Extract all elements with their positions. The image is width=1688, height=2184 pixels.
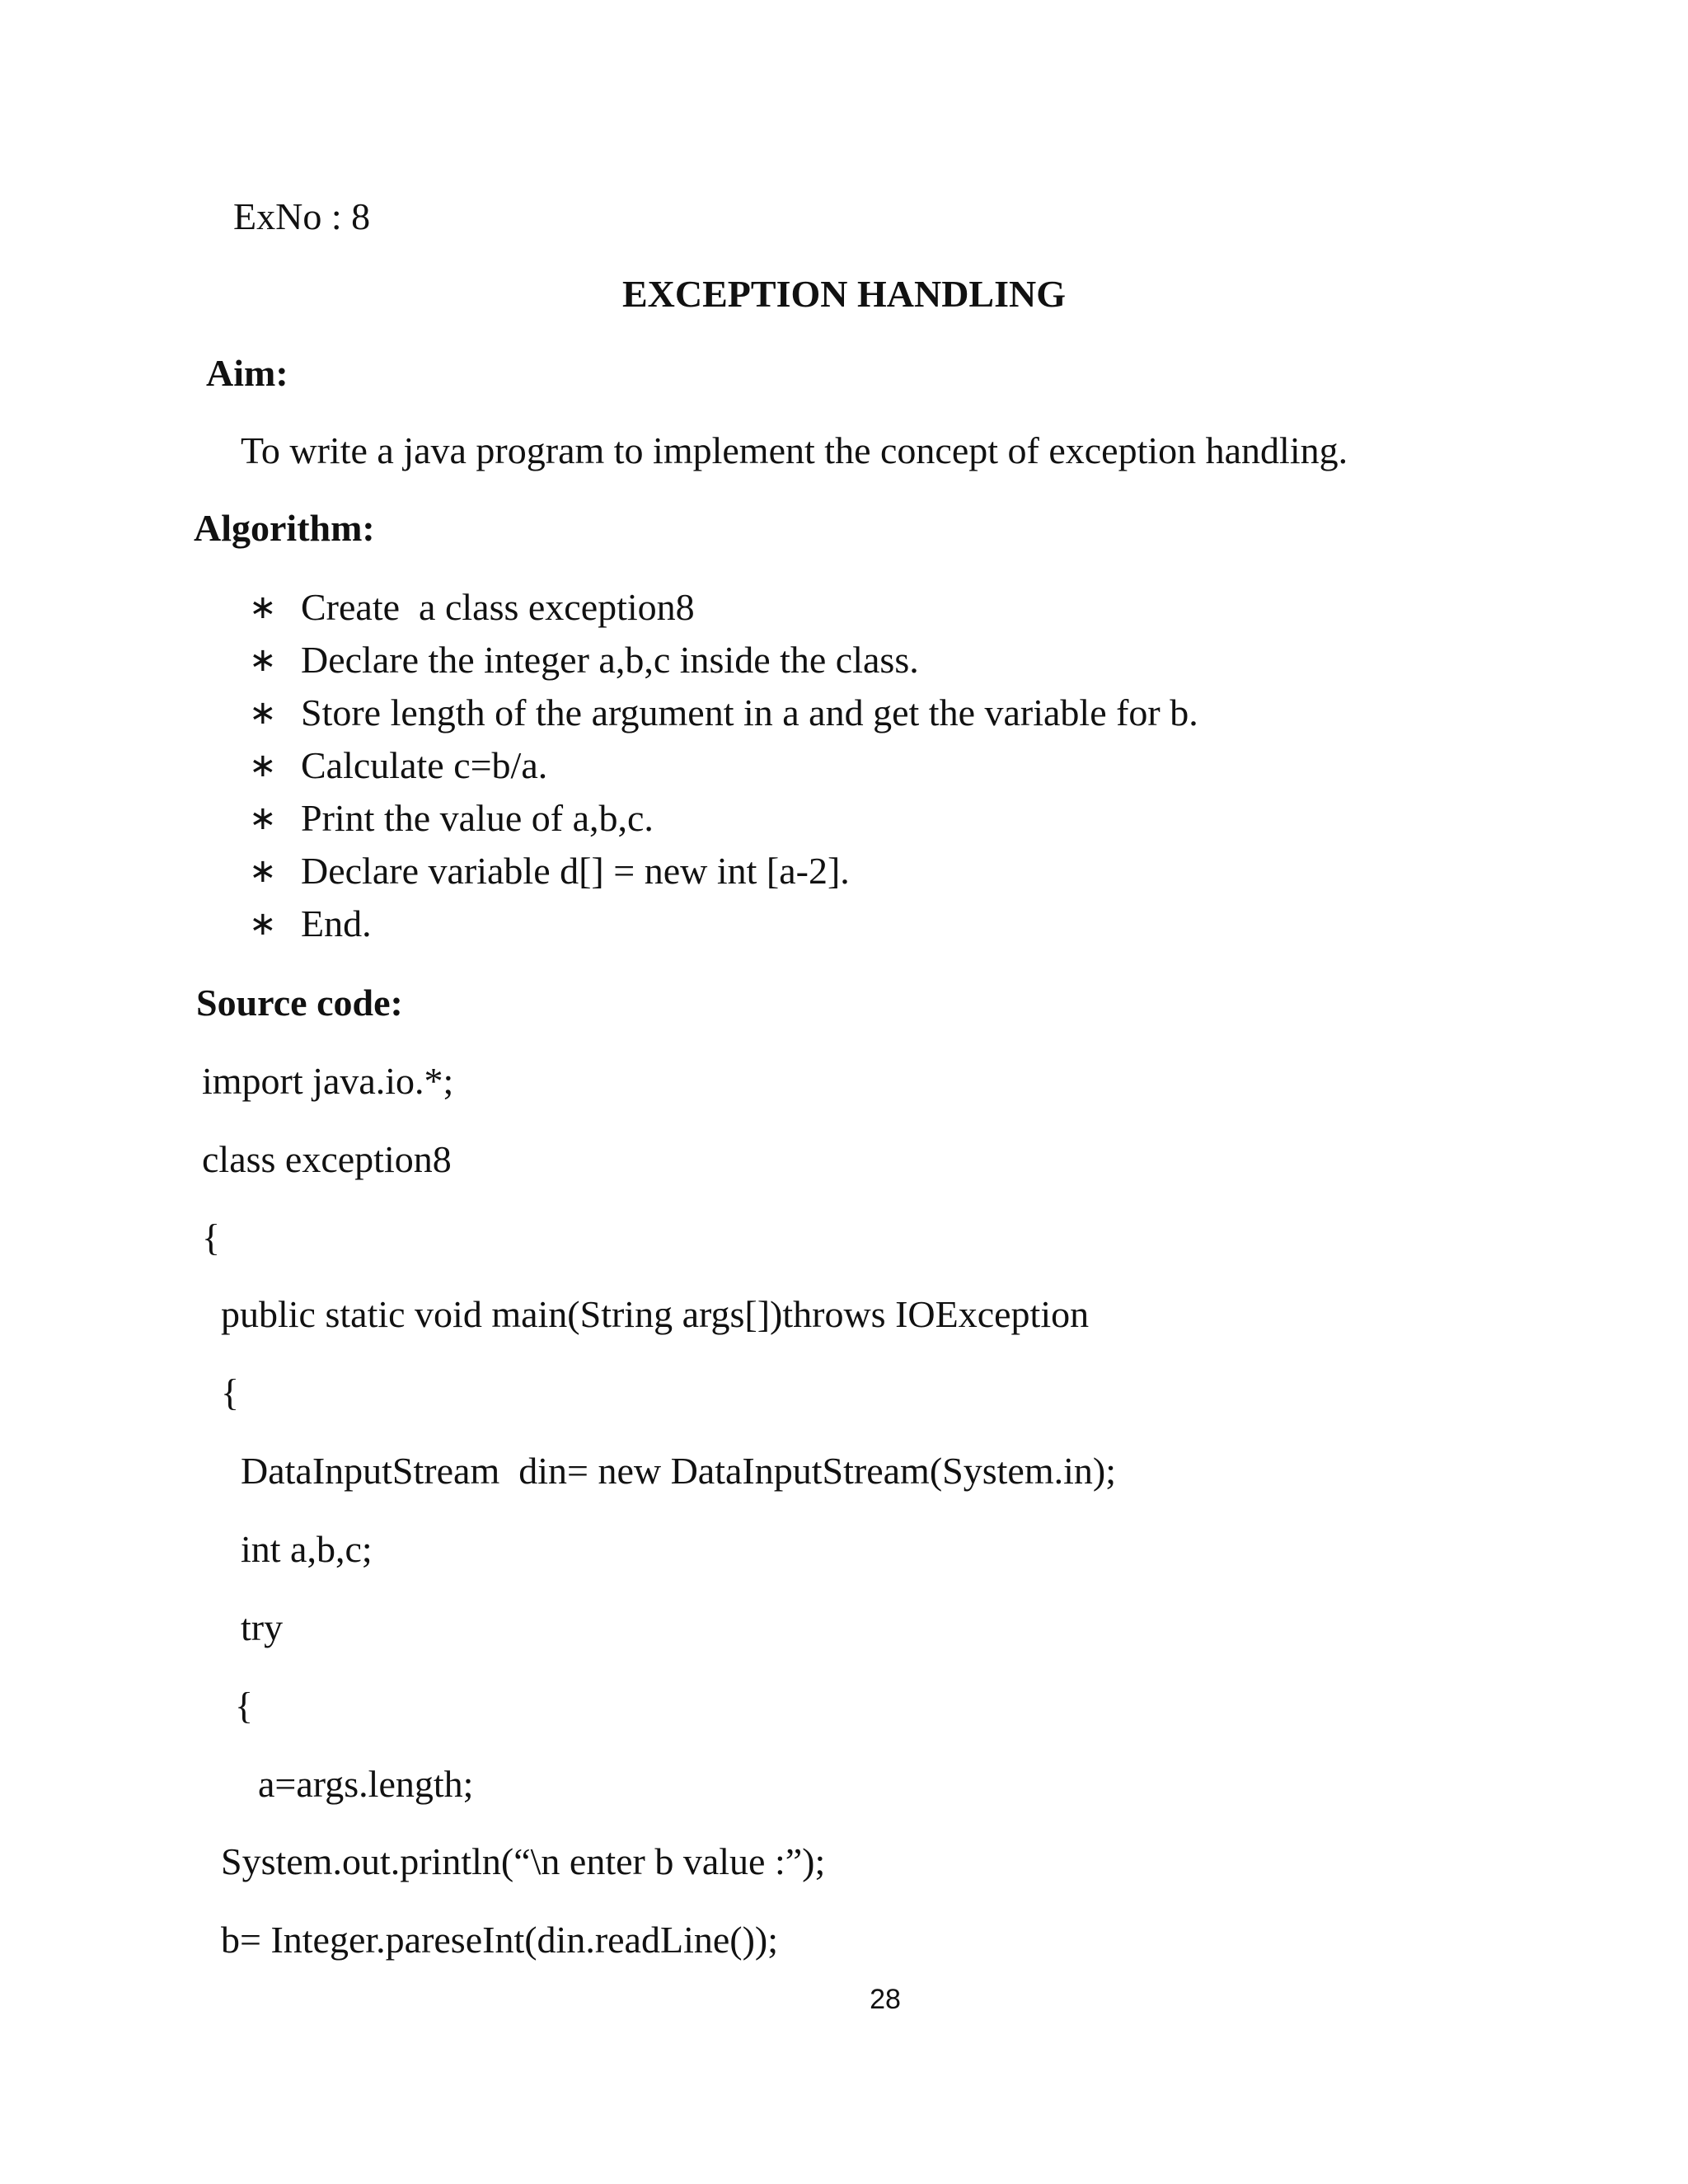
- bullet-icon: ∗: [249, 694, 277, 732]
- bullet-icon: ∗: [249, 588, 277, 626]
- algorithm-step: Create a class exception8: [301, 586, 695, 628]
- code-line: {: [202, 1216, 221, 1258]
- code-line: class exception8: [202, 1138, 452, 1180]
- code-line: a=args.length;: [258, 1763, 474, 1805]
- exercise-number: ExNo : 8: [233, 195, 371, 237]
- code-line: {: [235, 1685, 254, 1727]
- bullet-icon: ∗: [249, 905, 277, 943]
- code-line: DataInputStream din= new DataInputStream(System.in);: [241, 1450, 1116, 1492]
- bullet-icon: ∗: [249, 799, 277, 837]
- code-line: import java.io.*;: [202, 1060, 454, 1102]
- code-line: {: [221, 1371, 240, 1413]
- algorithm-step: End.: [301, 902, 372, 944]
- bullet-icon: ∗: [249, 641, 277, 679]
- algorithm-step: Declare the integer a,b,c inside the class.: [301, 639, 919, 681]
- source-code-heading: Source code:: [196, 982, 403, 1024]
- algorithm-step: Store length of the argument in a and get the variable for b.: [301, 691, 1198, 733]
- bullet-icon: ∗: [249, 747, 277, 785]
- aim-text: To write a java program to implement the concept of exception handling.: [241, 429, 1348, 471]
- page-number: 28: [870, 1984, 901, 2015]
- code-line: b= Integer.pareseInt(din.readLine());: [221, 1919, 779, 1961]
- algorithm-step: Calculate c=b/a.: [301, 744, 548, 786]
- bullet-icon: ∗: [249, 852, 277, 890]
- aim-heading: Aim:: [206, 352, 288, 394]
- page-title: EXCEPTION HANDLING: [621, 273, 1066, 315]
- algorithm-heading: Algorithm:: [194, 507, 375, 549]
- algorithm-step: Print the value of a,b,c.: [301, 797, 654, 839]
- algorithm-step: Declare variable d[] = new int [a-2].: [301, 850, 850, 892]
- code-line: int a,b,c;: [241, 1528, 373, 1570]
- code-line: public static void main(String args[])throws IOException: [221, 1293, 1090, 1335]
- code-line: System.out.println(“\n enter b value :”);: [221, 1840, 826, 1882]
- code-line: try: [241, 1606, 284, 1648]
